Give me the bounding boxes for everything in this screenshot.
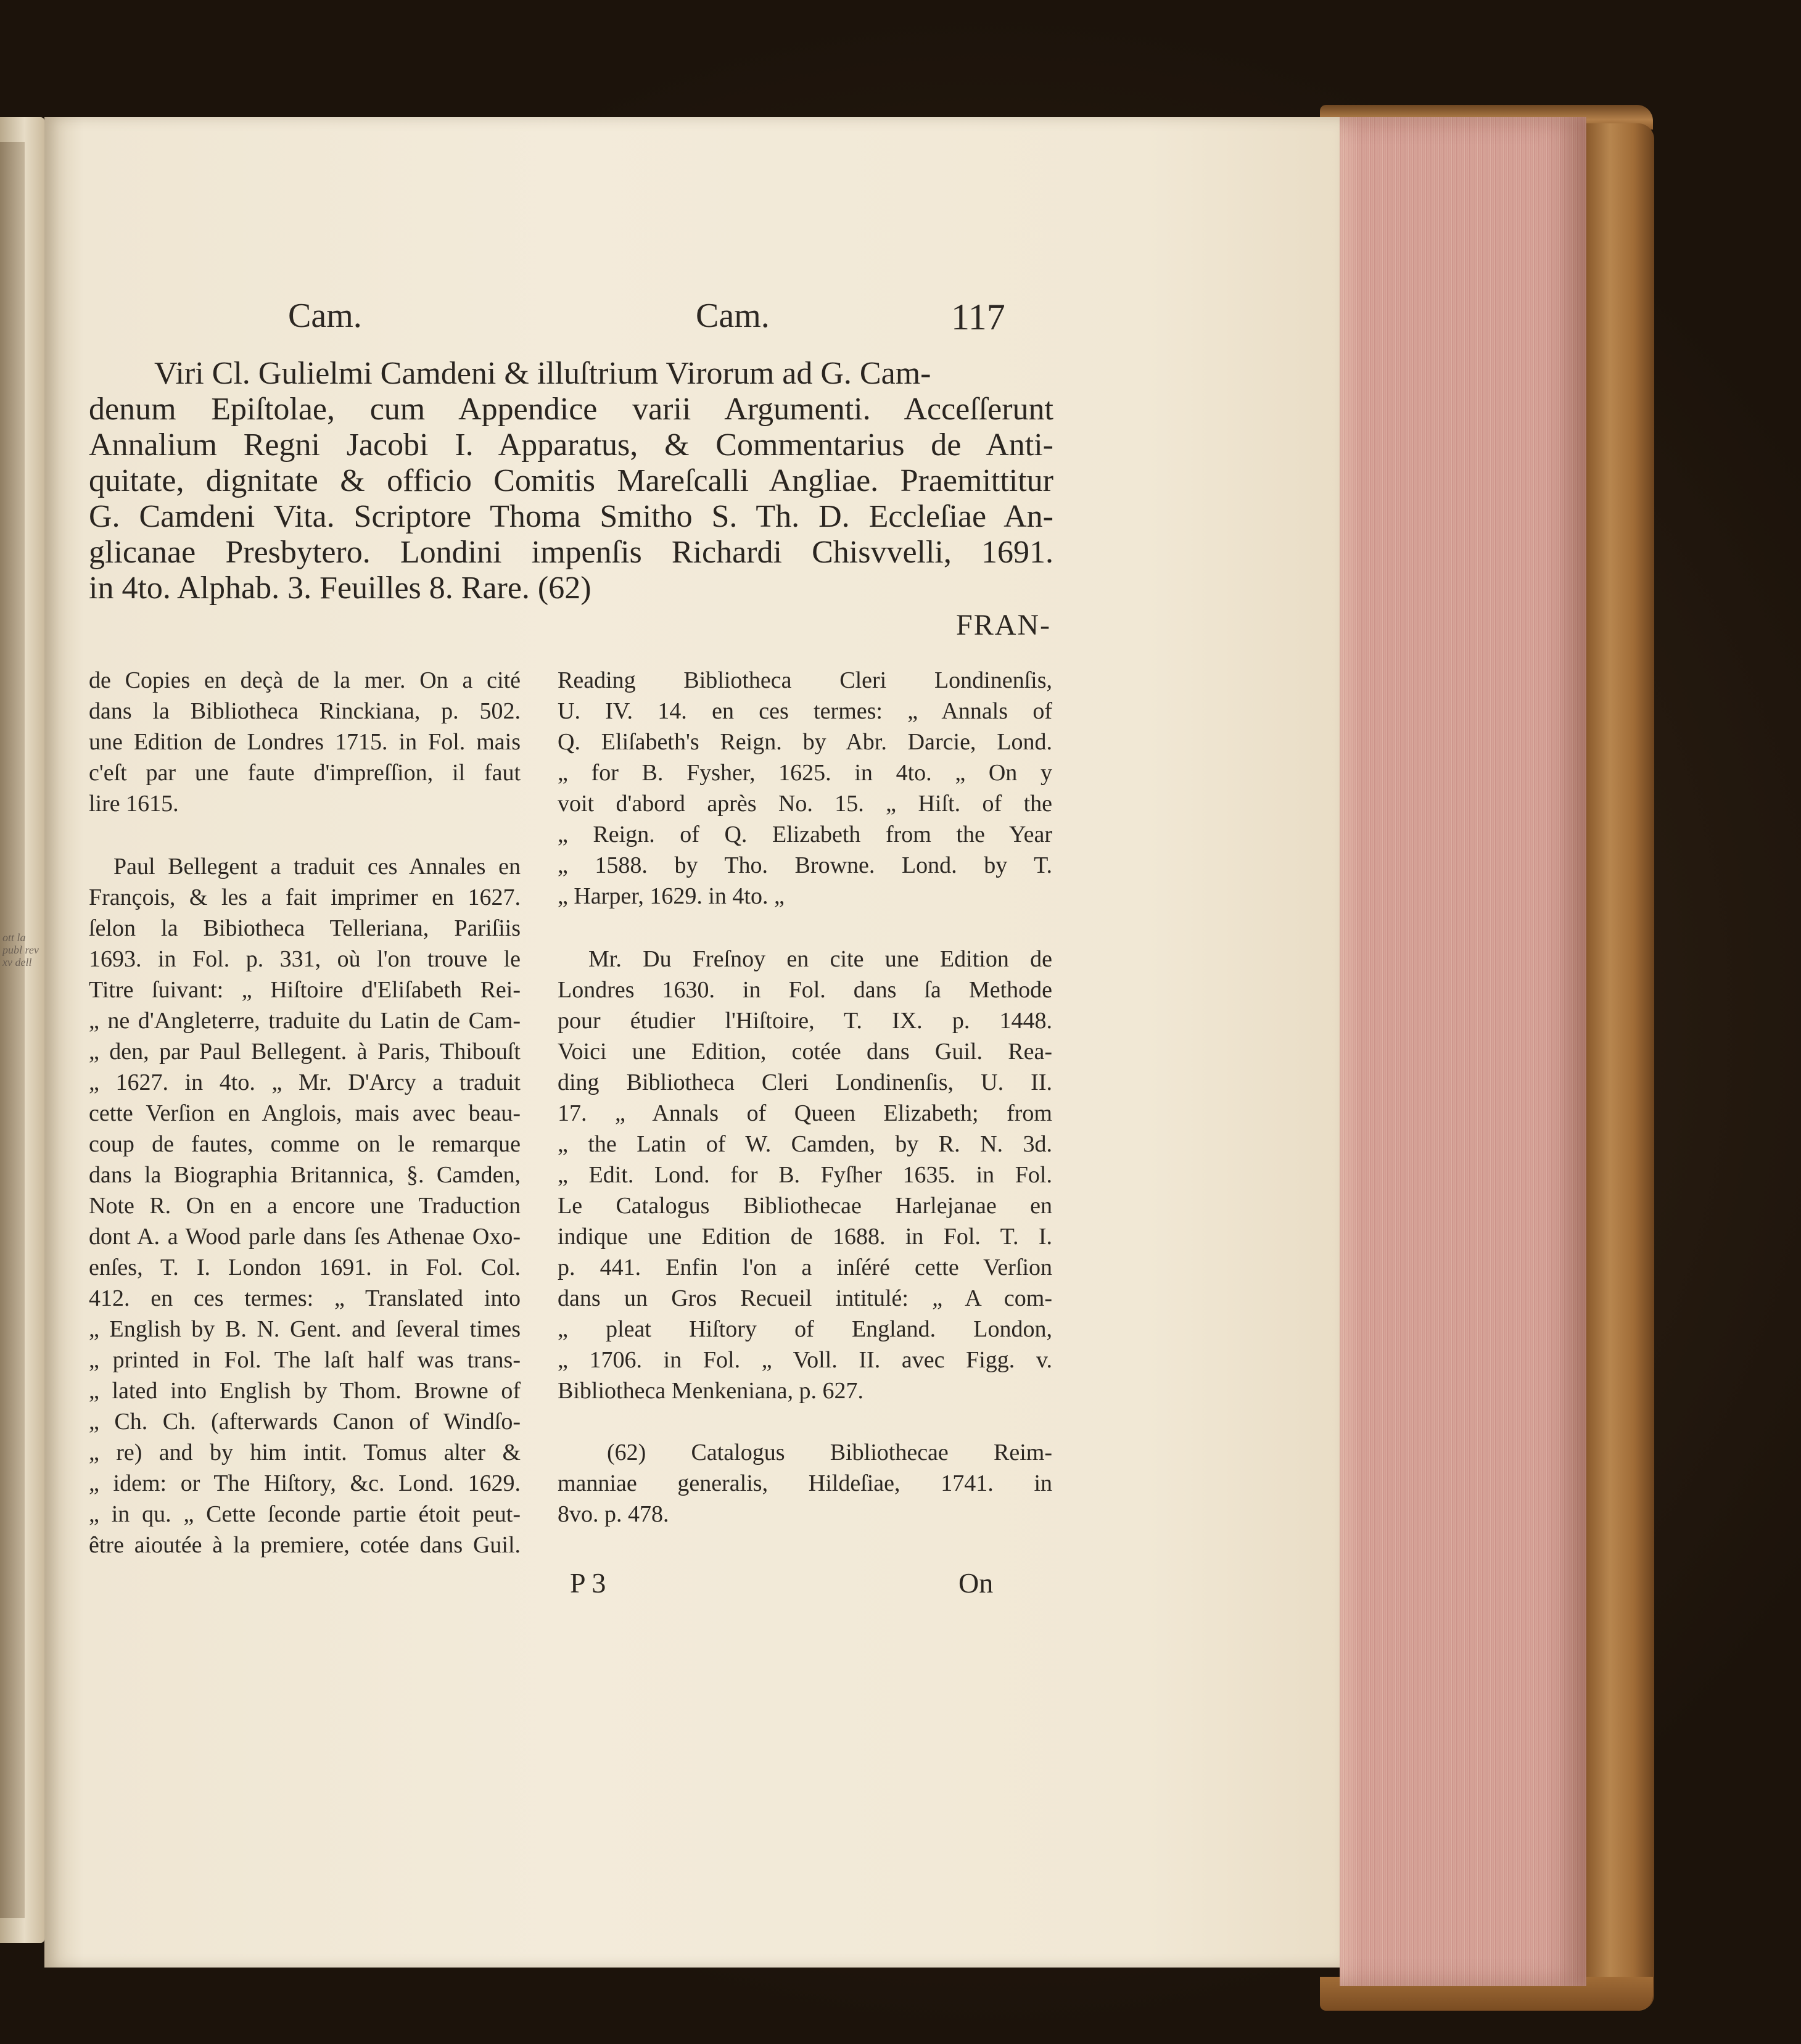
right-column-line: „ Reign. of Q. Elizabeth from the Year [558, 822, 1052, 847]
left-column-line: „ Ch. Ch. (afterwards Canon of Windſo- [89, 1409, 521, 1435]
right-column-line: Bibliotheca Menkeniana, p. 627. [558, 1378, 863, 1404]
right-column-line: Londres 1630. in Fol. dans ſa Methode [558, 977, 1052, 1003]
right-column-line: „ the Latin of W. Camden, by R. N. 3d. [558, 1131, 1052, 1157]
left-column-line: une Edition de Londres 1715. in Fol. mais [89, 729, 521, 755]
left-column-line: 412. en ces termes: „ Translated into [89, 1285, 521, 1311]
right-column-line: Q. Eliſabeth's Reign. by Abr. Darcie, Lond. [558, 729, 1052, 755]
right-column-line: voit d'abord après No. 15. „ Hiſt. of the [558, 791, 1052, 817]
left-column-line: c'eſt par une faute d'impreſſion, il faut [89, 760, 521, 786]
gutter-manuscript-notes: ott la publ rev xv dell [2, 931, 39, 968]
right-column-line: „ Edit. Lond. for B. Fyſher 1635. in Fol. [558, 1162, 1052, 1188]
footnote-line: (62) Catalogus Bibliothecae Reim- [607, 1440, 1052, 1465]
footnote-line: 8vo. p. 478. [558, 1501, 669, 1527]
left-column-line: ſelon la Bibiotheca Telleriana, Pariſiis [89, 915, 521, 941]
right-column-line: Le Catalogus Bibliothecae Harlejanae en [558, 1193, 1052, 1219]
right-column-line: 17. „ Annals of Queen Elizabeth; from [558, 1100, 1052, 1126]
right-column-line: ding Bibliotheca Cleri Londinenſis, U. II. [558, 1069, 1052, 1095]
left-column-line: „ re) and by him intit. Tomus alter & [89, 1440, 521, 1465]
main-entry-line: glicanae Presbytero. Londini impenſis Richardi Chisvvelli, 1691. [89, 535, 1053, 570]
right-column-line: „ Harper, 1629. in 4to. „ [558, 883, 785, 909]
left-column-line: lire 1615. [89, 791, 179, 817]
left-column-line: Paul Bellegent a traduit ces Annales en [113, 854, 521, 880]
right-column-line: „ pleat Hiſtory of England. London, [558, 1316, 1052, 1342]
catchword-top: FRAN- [956, 609, 1052, 641]
right-column-line: dans un Gros Recueil intitulé: „ A com- [558, 1285, 1052, 1311]
left-column-line: dont A. a Wood parle dans ſes Athenae Oxo- [89, 1224, 521, 1250]
main-entry-line: G. Camdeni Vita. Scriptore Thoma Smitho S. Th. D. Eccleſiae An- [89, 499, 1053, 534]
left-column-line: coup de fautes, comme on le remarque [89, 1131, 521, 1157]
right-column-line: „ for B. Fysher, 1625. in 4to. „ On y [558, 760, 1052, 786]
book-page [44, 117, 1340, 1968]
right-column-line: p. 441. Enfin l'on a inſéré cette Verſion [558, 1255, 1052, 1280]
left-column-line: de Copies en deçà de la mer. On a cité [89, 667, 521, 693]
main-entry-line: Annalium Regni Jacobi I. Apparatus, & Commentarius de Anti- [89, 427, 1053, 463]
left-column-line: enſes, T. I. London 1691. in Fol. Col. [89, 1255, 521, 1280]
main-entry-line: Viri Cl. Gulielmi Camdeni & illuſtrium Virorum ad G. Cam- [154, 356, 931, 391]
right-column-line: Reading Bibliotheca Cleri Londinenſis, [558, 667, 1052, 693]
page-number: 117 [951, 297, 1005, 337]
footnote-line: manniae generalis, Hildeſiae, 1741. in [558, 1470, 1052, 1496]
right-column-line: „ 1588. by Tho. Browne. Lond. by T. [558, 852, 1052, 878]
right-column-line: pour étudier l'Hiſtoire, T. IX. p. 1448. [558, 1008, 1052, 1034]
left-column-line: 1693. in Fol. p. 331, où l'on trouve le [89, 946, 521, 972]
left-column-line: être aioutée à la premiere, cotée dans Guil. [89, 1532, 521, 1558]
left-column-line: „ idem: or The Hiſtory, &c. Lond. 1629. [89, 1470, 521, 1496]
left-column-line: Titre ſuivant: „ Hiſtoire d'Eliſabeth Rei- [89, 977, 521, 1003]
left-column-line: „ ne d'Angleterre, traduite du Latin de Cam- [89, 1008, 521, 1034]
catchword-bottom: On [958, 1567, 994, 1599]
main-entry-line: in 4to. Alphab. 3. Feuilles 8. Rare. (62) [89, 571, 591, 606]
running-head-center: Cam. [696, 297, 770, 335]
left-column-line: „ den, par Paul Bellegent. à Paris, Thibouſt [89, 1039, 521, 1065]
left-column-line: cette Verſion en Anglois, mais avec beau- [89, 1100, 521, 1126]
right-column-line: Voici une Edition, cotée dans Guil. Rea- [558, 1039, 1052, 1065]
left-column-line: dans la Biographia Britannica, §. Camden, [89, 1162, 521, 1188]
right-column-line: U. IV. 14. en ces termes: „ Annals of [558, 698, 1052, 724]
left-column-line: François, & les a fait imprimer en 1627. [89, 884, 521, 910]
left-column-line: Note R. On en a encore une Traduction [89, 1193, 521, 1219]
signature-mark: P 3 [570, 1567, 606, 1599]
right-column-line: Mr. Du Freſnoy en cite une Edition de [588, 946, 1052, 972]
main-entry-line: quitate, dignitate & officio Comitis Mareſcalli Angliae. Praemittitur [89, 463, 1053, 498]
right-column-line: indique une Edition de 1688. in Fol. T. I. [558, 1224, 1052, 1250]
left-column-line: „ English by B. N. Gent. and ſeveral times [89, 1316, 521, 1342]
left-column-line: „ in qu. „ Cette ſeconde partie étoit peut- [89, 1501, 521, 1527]
left-column-line: „ 1627. in 4to. „ Mr. D'Arcy a traduit [89, 1069, 521, 1095]
right-column-line: „ 1706. in Fol. „ Voll. II. avec Figg. v. [558, 1347, 1052, 1373]
left-column-line: „ printed in Fol. The laſt half was trans- [89, 1347, 521, 1373]
left-column-line: „ lated into English by Thom. Browne of [89, 1378, 521, 1404]
running-head-left: Cam. [288, 297, 362, 335]
page-block-fore-edge [1340, 117, 1586, 1986]
left-column-line: dans la Bibliotheca Rinckiana, p. 502. [89, 698, 521, 724]
main-entry-line: denum Epiſtolae, cum Appendice varii Argumenti. Acceſſerunt [89, 392, 1053, 427]
binding-spine-edge [1586, 123, 1654, 2011]
